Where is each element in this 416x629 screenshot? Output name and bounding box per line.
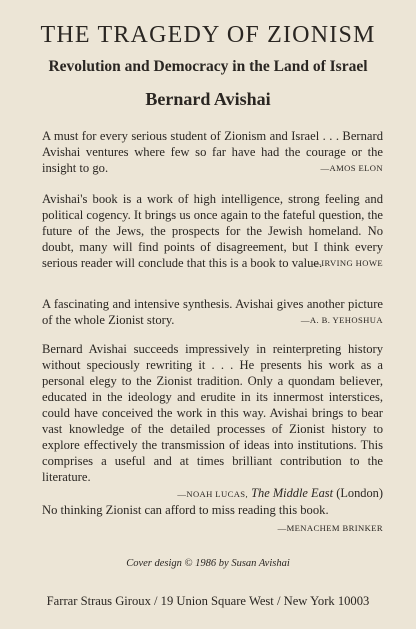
blurb-elon [42, 128, 383, 176]
blurb-text: A must for every serious student of Zionism and Israel . . . Bernard Avishai ventures where few so far have had the courage or the insight to go. [42, 129, 383, 175]
blurb-text: A fascinating and intensive synthesis. Avishai gives another picture of the whole Zionist story. [42, 297, 383, 327]
blurb-attribution-line [42, 485, 383, 502]
blurb-text: Avishai's book is a work of high intelligence, strong feeling and political cogency. It brings us once again to the fateful question, the future of the Jews, the prospects for the Jewish homeland. No doubt, many will find points of disagreement, but I think every serious reader will conclude that this is a book to value. [42, 192, 383, 270]
book-subtitle: Revolution and Democracy in the Land of Israel [48, 58, 368, 75]
blurb-yehoshua [42, 296, 383, 328]
blurb-attribution: —IRVING HOWE [312, 258, 383, 268]
blurb-source-suffix: (London) [336, 486, 383, 500]
blurb-attribution: —MENACHEM BRINKER [277, 523, 383, 533]
blurb-attribution: —NOAH LUCAS, [177, 489, 249, 499]
book-title: THE TRAGEDY OF ZIONISM [40, 22, 376, 48]
blurb-lucas [42, 341, 383, 502]
blurb-text: Bernard Avishai succeeds impressively in reinterpreting history without speciously rewriting it . . . He presents his work as a personal elegy to the Zionist tradition. Only a quondam believer, educated in the ideology and erudite in its innermost interstices, could have conceived the work in this way. Avishai brings to bear vast knowledge of the detailed processes of Zionist history to explore effectively the transmission of ideas into institutions. This comprises a useful and at times brilliant contribution to the literature. [42, 342, 383, 484]
book-author: Bernard Avishai [145, 89, 271, 109]
blurb-text: No thinking Zionist can afford to miss reading this book. [42, 503, 329, 517]
blurb-attribution: —AMOS ELON [320, 163, 383, 173]
cover-design-credit: Cover design © 1986 by Susan Avishai [126, 558, 290, 569]
blurb-source: The Middle East [251, 486, 334, 500]
publisher-address: Farrar Straus Giroux / 19 Union Square West / New York 10003 [46, 594, 370, 608]
blurb-howe [42, 191, 383, 271]
blurb-attribution: —A. B. YEHOSHUA [300, 315, 383, 325]
blurb-brinker [42, 502, 383, 536]
